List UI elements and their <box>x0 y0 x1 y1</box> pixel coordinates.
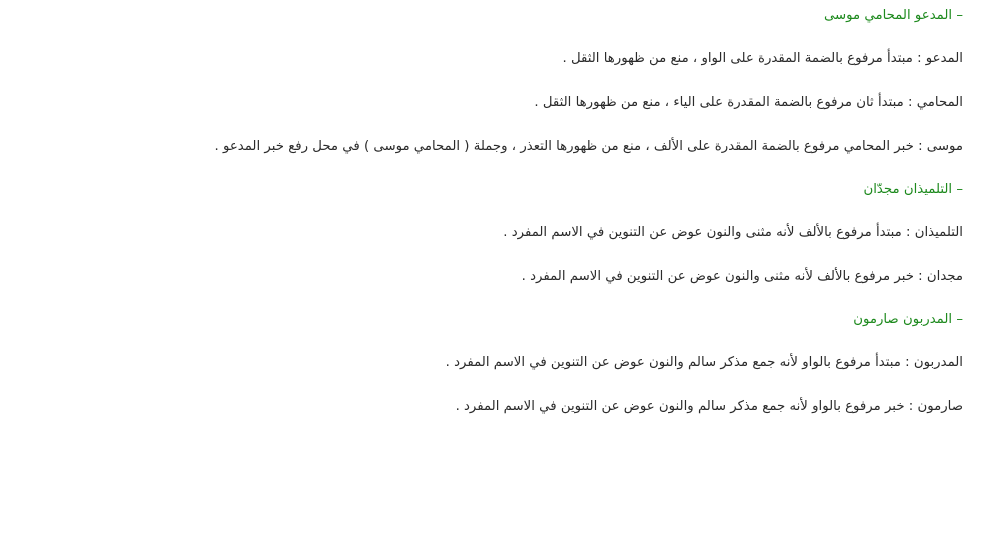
paragraph: صارمون : خبر مرفوع بالواو لأنه جمع مذكر سالم والنون عوض عن التنوين في الاسم المفرد . <box>455 399 963 414</box>
section-heading: – المدربون صارمون <box>853 312 963 327</box>
paragraph: التلميذان : مبتدأ مرفوع بالألف لأنه مثنى والنون عوض عن التنوين في الاسم المفرد . <box>503 225 963 240</box>
paragraph: موسى : خبر المحامي مرفوع بالضمة المقدرة على الألف ، منع من ظهورها التعذر ، وجملة ( المحامي موسى ) في محل رفع خبر المدعو . <box>214 139 963 154</box>
section-heading: – التلميذان مجدّان <box>863 182 963 197</box>
section-heading: – المدعو المحامي موسى <box>823 8 963 23</box>
paragraph: المدربون : مبتدأ مرفوع بالواو لأنه جمع مذكر سالم والنون عوض عن التنوين في الاسم المفرد . <box>445 355 963 370</box>
paragraph: المدعو : مبتدأ مرفوع بالضمة المقدرة على الواو ، منع من ظهورها الثقل . <box>562 51 963 66</box>
paragraph: مجدان : خبر مرفوع بالألف لأنه مثنى والنون عوض عن التنوين في الاسم المفرد . <box>521 269 963 284</box>
paragraph: المحامي : مبتدأ ثان مرفوع بالضمة المقدرة على الياء ، منع من ظهورها الثقل . <box>534 95 963 110</box>
